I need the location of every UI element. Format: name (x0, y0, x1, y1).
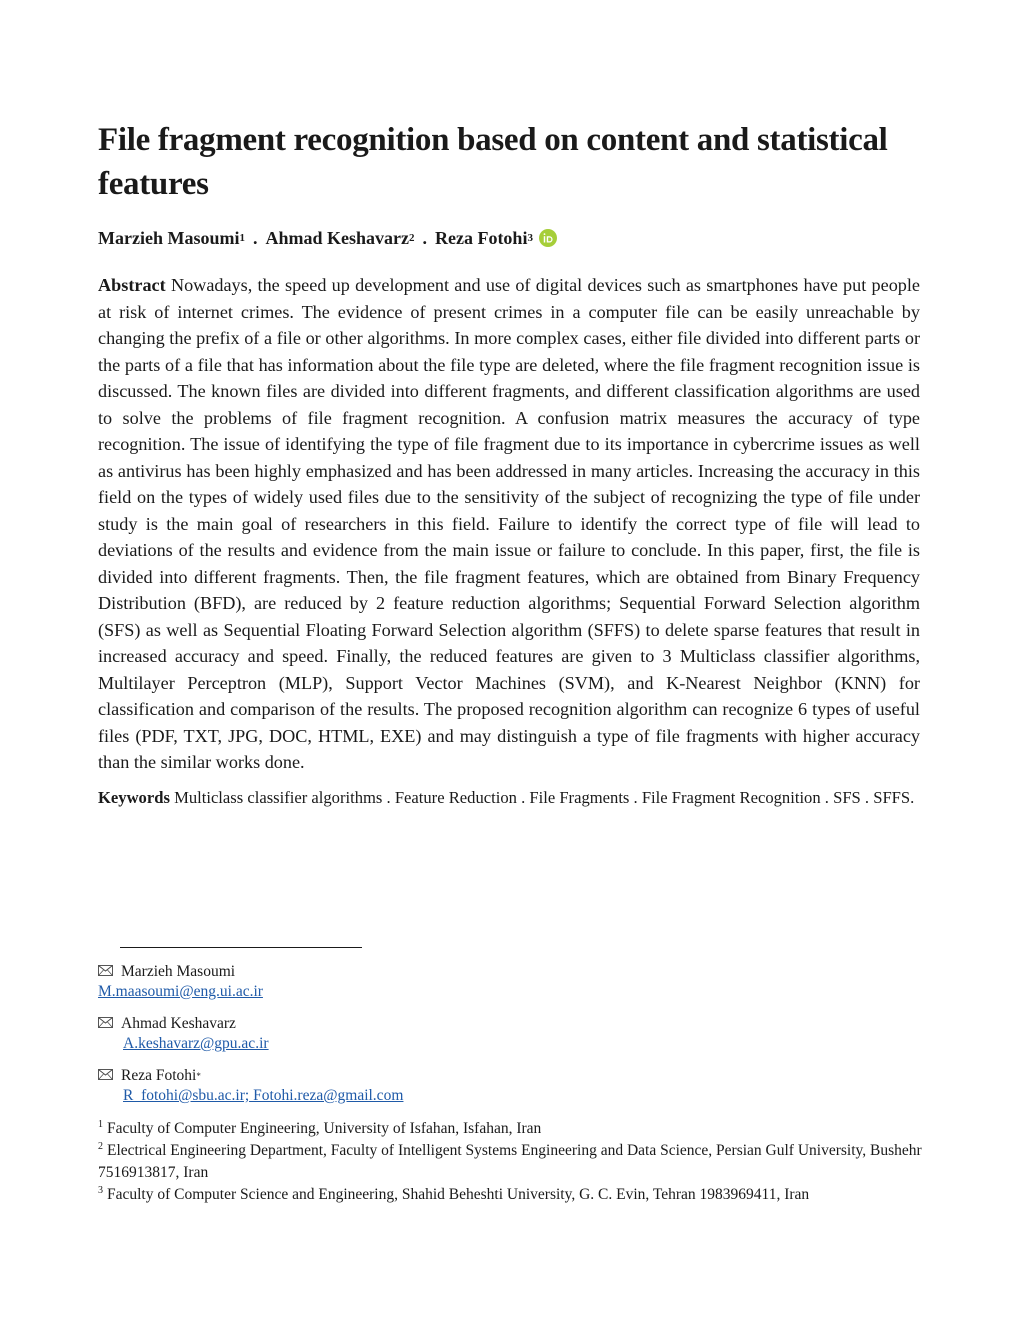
envelope-icon (98, 965, 113, 976)
footnotes (98, 962, 928, 1206)
affiliation-marker: 2 (98, 1140, 103, 1152)
contact-entry: Reza Fotohi * R_fotohi@sbu.ac.ir; Fotohi.reza@gmail.com (98, 1066, 928, 1106)
contact-name: Marzieh Masoumi (121, 963, 236, 980)
author-name: Reza Fotohi (434, 228, 528, 248)
author-separator: . (252, 228, 258, 248)
affiliation (98, 1184, 928, 1206)
affiliation-marker: 3 (98, 1184, 103, 1196)
contact-email-link[interactable]: R_fotohi@sbu.ac.ir; Fotohi.reza@gmail.com (123, 1087, 404, 1104)
paper-page (98, 118, 920, 810)
keywords-label: Keywords (98, 787, 170, 807)
footnote-divider (120, 947, 362, 948)
author-name: Marzieh Masoumi (98, 228, 240, 248)
contact-entry (98, 1014, 928, 1054)
abstract-label: Abstract (98, 275, 166, 295)
keywords (98, 786, 920, 811)
orcid-icon[interactable] (539, 229, 557, 247)
contact-entry (98, 962, 928, 1002)
abstract (98, 272, 920, 776)
author-list: Marzieh Masoumi 1 . Ahmad Keshavarz 2 . Reza Fotohi 3 (98, 226, 920, 250)
affiliation-marker: 1 (98, 1118, 103, 1130)
envelope-icon (98, 1069, 113, 1080)
author-separator: . (422, 228, 427, 248)
affiliation-text: Electrical Engineering Department, Faculty of Intelligent Systems Engineering and Data Science, Persian Gulf University, Bushehr 7516913817, Iran (98, 1142, 922, 1181)
keywords-text: Multiclass classifier algorithms . Feature Reduction . File Fragments . File Fragment Recognition . SFS . SFFS. (174, 787, 915, 807)
affiliation (98, 1118, 928, 1140)
envelope-icon (98, 1017, 113, 1028)
author-name: Ahmad Keshavarz (265, 228, 409, 248)
contact-email-link[interactable]: M.maasoumi@eng.ui.ac.ir (98, 983, 263, 1000)
affiliation-text: Faculty of Computer Engineering, University of Isfahan, Isfahan, Iran (107, 1120, 542, 1137)
contact-name: Reza Fotohi (121, 1067, 197, 1084)
contact-email-link[interactable]: A.keshavarz@gpu.ac.ir (123, 1035, 269, 1052)
affiliation (98, 1140, 928, 1184)
affiliation-text: Faculty of Computer Science and Engineering, Shahid Beheshti University, G. C. Evin, Tehran 1983969411, Iran (107, 1186, 810, 1203)
paper-title: File fragment recognition based on content and statistical features (98, 122, 888, 202)
contact-name: Ahmad Keshavarz (121, 1015, 236, 1032)
abstract-text: Nowadays, the speed up development and use of digital devices such as smartphones have put people at risk of internet crimes. The evidence of present crimes in a computer file can be easily unreachable by changing the prefix of a file or other algorithms. In more complex cases, either file divided into different parts or the parts of a file that has information about the file type are deleted, where the file fragment recognition issue is discussed. The known files are divided into different fragments, and different classification algorithms are used to solve the problems of file fragment recognition. A confusion matrix measures the accuracy of type recognition. The issue of identifying the type of file fragment due to its importance in cybercrime issues as well as antivirus has been highly emphasized and has been addressed in many articles. Increasing the accuracy in this field on the types of widely used files due to the sensitivity of the subject of recognizing the type of file under study is the main goal of researchers in this field. Failure to identify the correct type of file will lead to deviations of the results and evidence from the main issue or failure to conclude. In this paper, first, the file is divided into different fragments. Then, the file fragment features, which are obtained from Binary Frequency Distribution (BFD), are reduced by 2 feature reduction algorithms; Sequential Forward Selection algorithm (SFS) as well as Sequential Floating Forward Selection algorithm (SFFS) to delete sparse features that result in increased accuracy and speed. Finally, the reduced features are given to 3 Multiclass classifier algorithms, Multilayer Perceptron (MLP), Support Vector Machines (SVM), and K-Nearest Neighbor (KNN) for classification and comparison of the results. The proposed recognition algorithm can recognize 6 types of useful files (PDF, TXT, JPG, DOC, HTML, EXE) and may distinguish a type of file fragments with higher accuracy than the similar works done. (98, 275, 921, 772)
